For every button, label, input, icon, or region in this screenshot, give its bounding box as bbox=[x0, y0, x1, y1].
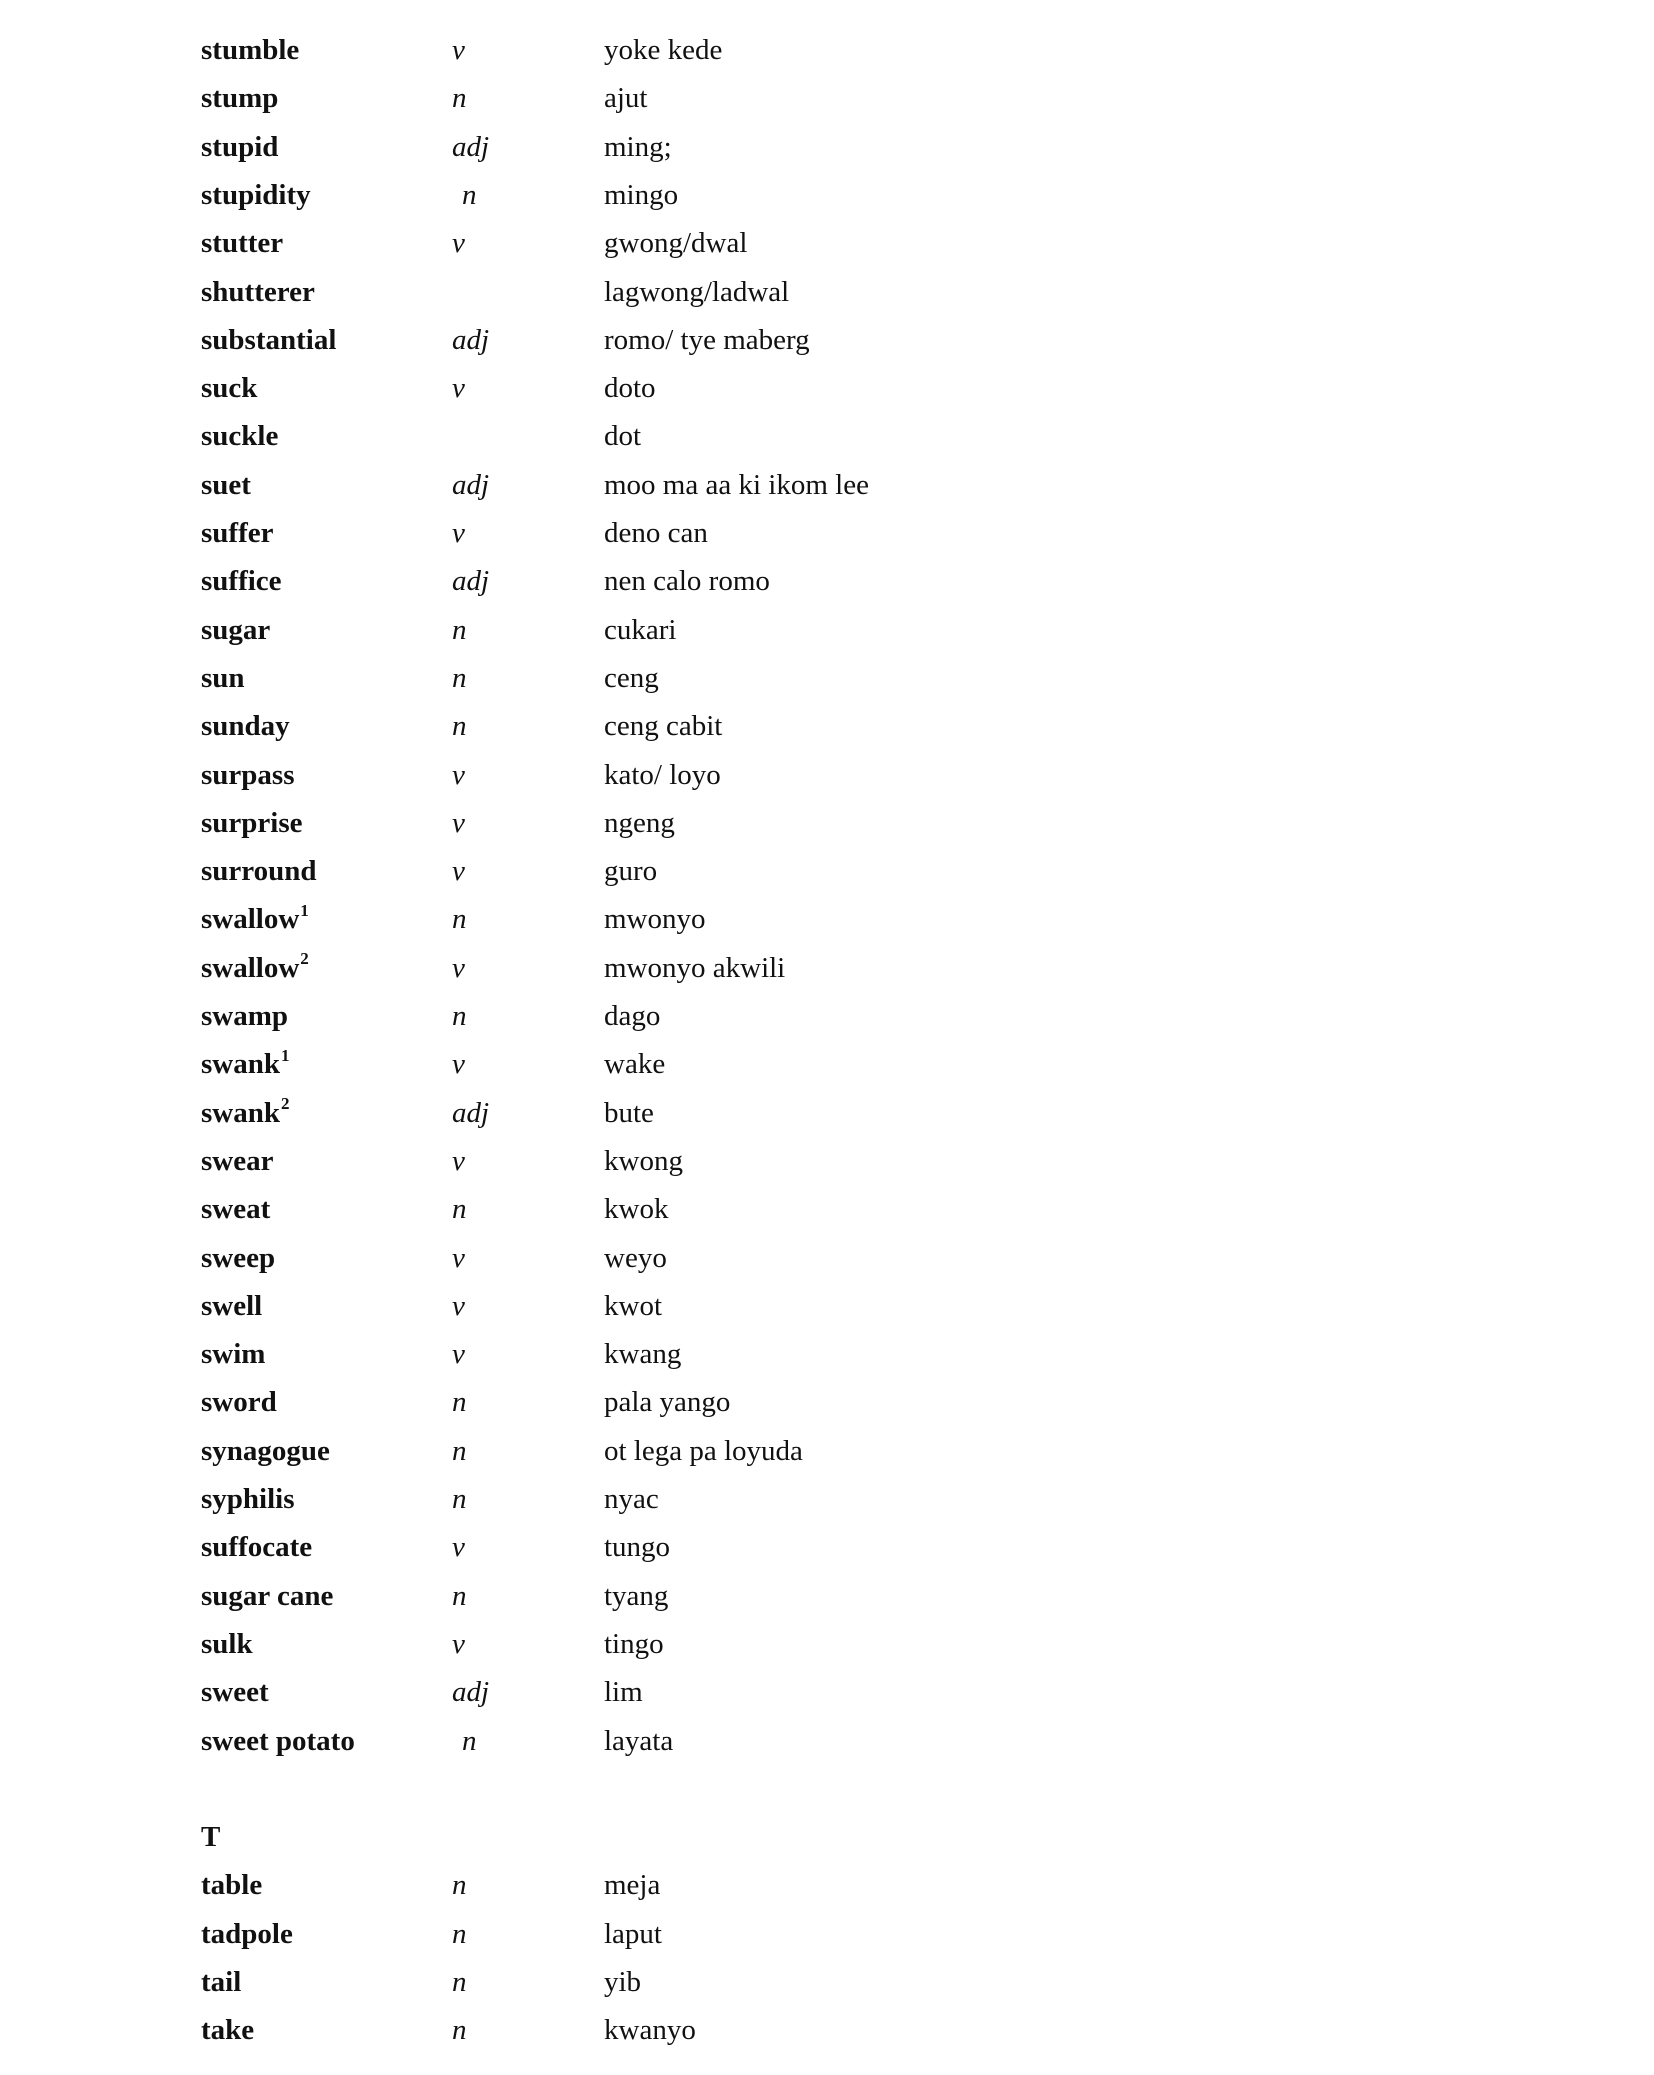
translation: kwot bbox=[604, 1289, 662, 1322]
headword bbox=[201, 847, 317, 895]
translation: tyang bbox=[604, 1579, 669, 1612]
translation: laput bbox=[604, 1917, 662, 1950]
headword bbox=[201, 1572, 333, 1620]
headword-text: sweep bbox=[201, 1241, 276, 1274]
entry-row bbox=[0, 123, 1654, 171]
homonym-number: 2 bbox=[300, 949, 309, 969]
entry-row bbox=[0, 557, 1654, 605]
part-of-speech: v bbox=[452, 758, 465, 791]
entry-row bbox=[0, 1378, 1654, 1426]
part-of-speech: adj bbox=[452, 130, 490, 163]
entry-row bbox=[0, 992, 1654, 1040]
entry-row bbox=[0, 1717, 1654, 1765]
headword-text: syphilis bbox=[201, 1483, 295, 1515]
entry-row bbox=[0, 461, 1654, 509]
part-of-speech: v bbox=[452, 1531, 465, 1564]
translation: ajut bbox=[604, 82, 648, 115]
headword-text: stupidity bbox=[201, 178, 311, 211]
translation: doto bbox=[604, 372, 656, 405]
part-of-speech: adj bbox=[452, 565, 490, 598]
headword bbox=[201, 1330, 265, 1378]
entry-row bbox=[0, 1475, 1654, 1523]
headword bbox=[201, 1040, 290, 1088]
translation: ming; bbox=[604, 130, 672, 163]
headword bbox=[201, 1089, 290, 1137]
part-of-speech: v bbox=[452, 1144, 465, 1177]
headword bbox=[201, 1137, 273, 1185]
headword-text: sweet bbox=[201, 1676, 269, 1709]
entry-row bbox=[0, 1427, 1654, 1475]
translation: wake bbox=[604, 1048, 666, 1081]
translation: pala yango bbox=[604, 1386, 731, 1419]
headword-text: synagogue bbox=[201, 1434, 330, 1467]
entry-row bbox=[0, 1668, 1654, 1716]
part-of-speech: adj bbox=[452, 468, 490, 501]
headword-text: stump bbox=[201, 82, 279, 115]
translation: guro bbox=[604, 855, 658, 888]
translation: kwok bbox=[604, 1193, 669, 1226]
headword bbox=[201, 1620, 253, 1668]
headword bbox=[201, 1910, 293, 1958]
part-of-speech: v bbox=[452, 951, 465, 984]
part-of-speech: adj bbox=[452, 1096, 490, 1129]
headword bbox=[201, 509, 273, 557]
entry-row bbox=[0, 364, 1654, 412]
entry-row bbox=[0, 1234, 1654, 1282]
headword-text: table bbox=[201, 1869, 263, 1902]
translation: kwanyo bbox=[604, 2014, 696, 2047]
headword bbox=[201, 1185, 270, 1233]
headword bbox=[201, 557, 282, 605]
part-of-speech: n bbox=[452, 1966, 467, 1998]
homonym-number: 2 bbox=[281, 1093, 290, 1113]
headword-text: take bbox=[201, 2014, 255, 2047]
translation: moo ma aa ki ikom lee bbox=[604, 468, 869, 501]
translation: cukari bbox=[604, 613, 677, 646]
entry-row bbox=[0, 268, 1654, 316]
entry-row bbox=[0, 1282, 1654, 1330]
headword bbox=[201, 316, 336, 364]
headword-text: sweet potato bbox=[201, 1724, 355, 1757]
headword-text: tadpole bbox=[201, 1917, 293, 1950]
part-of-speech: n bbox=[452, 2014, 467, 2047]
entry-row bbox=[0, 847, 1654, 895]
headword-text: surprise bbox=[201, 806, 303, 839]
headword bbox=[201, 364, 257, 412]
translation: mingo bbox=[604, 178, 679, 211]
part-of-speech: n bbox=[462, 178, 477, 211]
part-of-speech: n bbox=[452, 613, 467, 646]
entry-row bbox=[0, 1040, 1654, 1088]
translation: kwang bbox=[604, 1338, 682, 1371]
headword-text: suckle bbox=[201, 420, 279, 453]
part-of-speech: n bbox=[452, 1193, 467, 1226]
headword bbox=[201, 992, 288, 1040]
entry-row bbox=[0, 1330, 1654, 1378]
headword bbox=[201, 1378, 277, 1426]
translation: ot lega pa loyuda bbox=[604, 1434, 803, 1467]
headword bbox=[201, 1717, 355, 1765]
entry-row bbox=[0, 316, 1654, 364]
entry-row bbox=[0, 1137, 1654, 1185]
headword-text: stutter bbox=[201, 227, 284, 260]
part-of-speech: adj bbox=[452, 323, 490, 356]
entry-row bbox=[0, 702, 1654, 750]
translation: yoke kede bbox=[604, 34, 723, 66]
translation: kwong bbox=[604, 1144, 683, 1177]
headword bbox=[201, 461, 251, 509]
headword bbox=[201, 606, 270, 654]
part-of-speech: n bbox=[452, 710, 467, 743]
headword-text: sweat bbox=[201, 1193, 271, 1226]
part-of-speech: n bbox=[452, 661, 467, 694]
headword-text: swallow bbox=[201, 951, 300, 984]
headword-text: surpass bbox=[201, 758, 295, 791]
translation: kato/ loyo bbox=[604, 758, 721, 791]
translation: dago bbox=[604, 1000, 661, 1032]
headword bbox=[201, 944, 309, 992]
translation: deno can bbox=[604, 517, 708, 549]
part-of-speech: n bbox=[452, 1869, 467, 1902]
part-of-speech: n bbox=[452, 1386, 467, 1419]
translation: gwong/dwal bbox=[604, 227, 748, 260]
headword bbox=[201, 1668, 269, 1716]
headword bbox=[201, 2006, 254, 2054]
headword bbox=[201, 1427, 330, 1475]
headword bbox=[201, 1282, 262, 1330]
entry-row bbox=[0, 1620, 1654, 1668]
headword-text: sunday bbox=[201, 710, 290, 743]
headword-text: suffice bbox=[201, 565, 282, 598]
entry-row bbox=[0, 895, 1654, 943]
section-letter-heading: T bbox=[201, 1821, 221, 1854]
part-of-speech: n bbox=[452, 1000, 467, 1032]
headword bbox=[201, 1861, 262, 1909]
entry-row bbox=[0, 1523, 1654, 1571]
part-of-speech: v bbox=[452, 1338, 465, 1371]
headword-text: sword bbox=[201, 1386, 277, 1419]
headword-text: surround bbox=[201, 855, 317, 888]
headword bbox=[201, 268, 315, 316]
headword-text: stupid bbox=[201, 130, 279, 163]
headword-text: swear bbox=[201, 1144, 274, 1177]
homonym-number: 1 bbox=[300, 900, 309, 920]
headword bbox=[201, 702, 290, 750]
entry-row bbox=[0, 1861, 1654, 1909]
part-of-speech: v bbox=[452, 1048, 465, 1081]
translation: tungo bbox=[604, 1531, 671, 1564]
headword-text: suck bbox=[201, 372, 258, 405]
translation: nen calo romo bbox=[604, 565, 770, 598]
headword-text: tail bbox=[201, 1966, 242, 1998]
headword-text: sugar cane bbox=[201, 1579, 334, 1612]
headword-text: swamp bbox=[201, 1000, 289, 1032]
headword bbox=[201, 26, 299, 74]
headword-text: stumble bbox=[201, 34, 300, 66]
translation: dot bbox=[604, 420, 642, 453]
entry-row bbox=[0, 799, 1654, 847]
entry-row bbox=[0, 654, 1654, 702]
part-of-speech: v bbox=[452, 855, 465, 888]
translation: lim bbox=[604, 1676, 643, 1709]
translation: lagwong/ladwal bbox=[604, 275, 790, 308]
headword bbox=[201, 219, 283, 267]
headword bbox=[201, 171, 311, 219]
headword bbox=[201, 1958, 241, 2006]
part-of-speech: v bbox=[452, 1627, 465, 1660]
headword-text: swank bbox=[201, 1048, 280, 1081]
part-of-speech: adj bbox=[452, 1676, 490, 1709]
part-of-speech: n bbox=[452, 903, 467, 936]
headword bbox=[201, 1234, 275, 1282]
headword-text: swell bbox=[201, 1289, 263, 1322]
headword bbox=[201, 799, 303, 847]
homonym-number: 1 bbox=[281, 1045, 290, 1065]
translation: mwonyo bbox=[604, 903, 706, 936]
part-of-speech: n bbox=[452, 1483, 467, 1515]
part-of-speech: v bbox=[452, 227, 465, 260]
headword-text: swallow bbox=[201, 903, 300, 936]
headword-text: sun bbox=[201, 661, 245, 694]
part-of-speech: v bbox=[452, 806, 465, 839]
headword bbox=[201, 654, 245, 702]
translation: yib bbox=[604, 1966, 642, 1998]
translation: ngeng bbox=[604, 806, 675, 839]
headword-text: sulk bbox=[201, 1627, 253, 1660]
translation: romo/ tye maberg bbox=[604, 323, 810, 356]
part-of-speech: v bbox=[452, 34, 465, 66]
headword bbox=[201, 895, 309, 943]
entry-row bbox=[0, 219, 1654, 267]
entry-row bbox=[0, 74, 1654, 122]
translation: weyo bbox=[604, 1241, 667, 1274]
part-of-speech: n bbox=[452, 1434, 467, 1467]
headword-text: swim bbox=[201, 1338, 266, 1371]
translation: ceng cabit bbox=[604, 710, 723, 743]
headword-text: suffocate bbox=[201, 1531, 313, 1564]
headword-text: swank bbox=[201, 1096, 280, 1129]
headword bbox=[201, 412, 278, 460]
headword bbox=[201, 74, 278, 122]
translation: nyac bbox=[604, 1483, 659, 1515]
entry-row bbox=[0, 509, 1654, 557]
entry-row bbox=[0, 171, 1654, 219]
headword bbox=[201, 1523, 312, 1571]
part-of-speech: v bbox=[452, 372, 465, 405]
headword bbox=[201, 751, 295, 799]
part-of-speech: v bbox=[452, 1289, 465, 1322]
headword bbox=[201, 1475, 295, 1523]
entry-row bbox=[0, 606, 1654, 654]
translation: bute bbox=[604, 1096, 654, 1129]
entry-row bbox=[0, 1185, 1654, 1233]
entry-row bbox=[0, 412, 1654, 460]
entry-row bbox=[0, 1910, 1654, 1958]
part-of-speech: v bbox=[452, 1241, 465, 1274]
translation: mwonyo akwili bbox=[604, 951, 786, 984]
part-of-speech: n bbox=[452, 1579, 467, 1612]
entry-row bbox=[0, 26, 1654, 74]
translation: ceng bbox=[604, 661, 659, 694]
entry-row bbox=[0, 1089, 1654, 1137]
entry-row bbox=[0, 1958, 1654, 2006]
headword-text: suet bbox=[201, 468, 251, 501]
part-of-speech: n bbox=[462, 1724, 477, 1757]
part-of-speech: n bbox=[452, 1917, 467, 1950]
entry-row bbox=[0, 1572, 1654, 1620]
part-of-speech: n bbox=[452, 82, 467, 115]
translation: meja bbox=[604, 1869, 661, 1902]
entry-row bbox=[0, 944, 1654, 992]
translation: layata bbox=[604, 1724, 674, 1757]
part-of-speech: v bbox=[452, 517, 465, 549]
headword bbox=[201, 123, 278, 171]
headword-text: sugar bbox=[201, 613, 271, 646]
headword-text: suffer bbox=[201, 517, 274, 549]
headword-text: substantial bbox=[201, 323, 337, 356]
translation: tingo bbox=[604, 1627, 664, 1660]
entry-row bbox=[0, 751, 1654, 799]
entry-row bbox=[0, 2006, 1654, 2054]
headword-text: shutterer bbox=[201, 275, 315, 308]
